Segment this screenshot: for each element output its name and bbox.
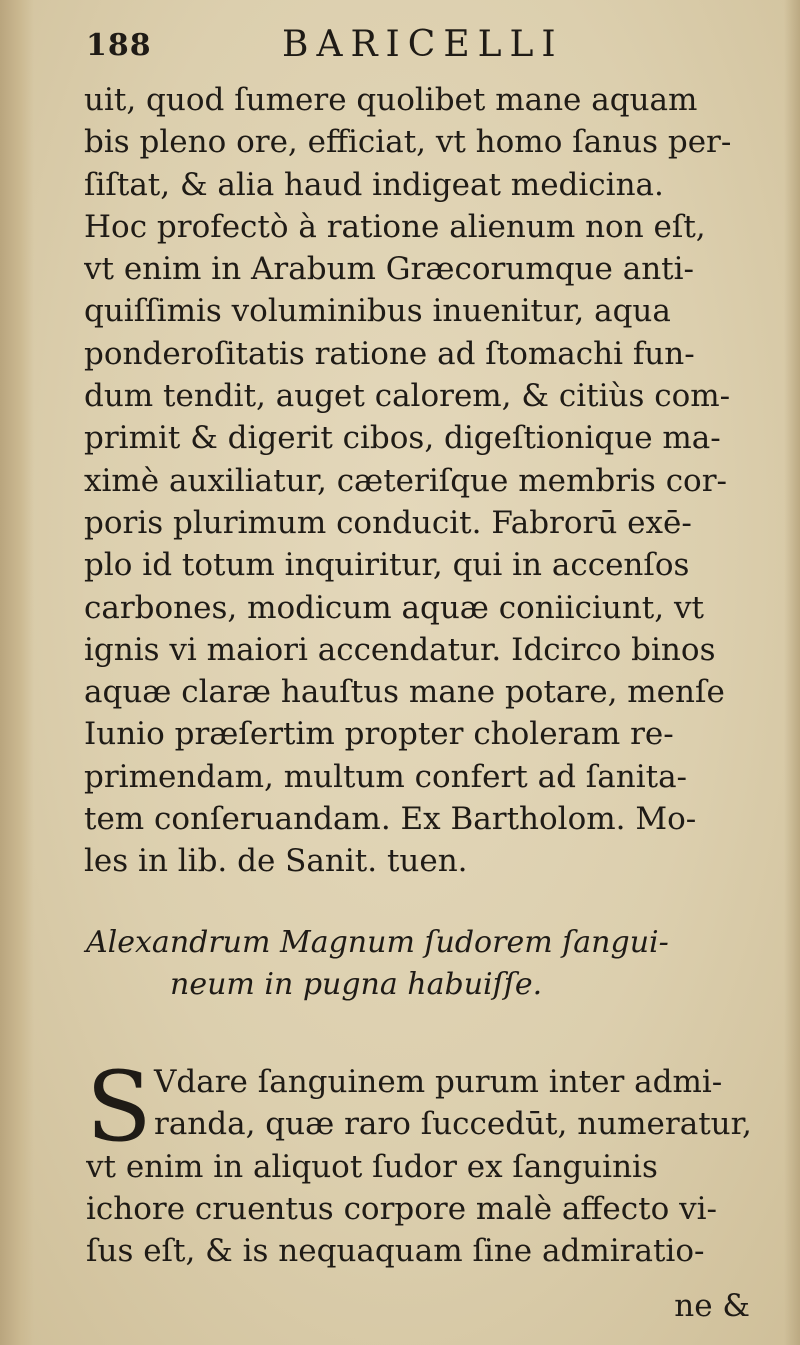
text-line: aquæ claræ hauſtus mane potare, menſe xyxy=(84,674,725,711)
running-head: BARICELLI xyxy=(282,24,564,65)
text-line: poris plurimum conducit. Fabrorū exē- xyxy=(84,504,692,541)
text-line: Iunio præſertim propter choleram re- xyxy=(84,716,674,753)
text-line: vt enim in Arabum Græcorumque anti- xyxy=(84,251,695,288)
text-line: ignis vi maiori accendatur. Idcirco binos xyxy=(84,631,716,668)
text-line: ximè auxiliatur, cæteriſque membris cor- xyxy=(84,462,728,499)
text-line: quiſſimis voluminibus inuenitur, aqua xyxy=(84,293,671,330)
section-heading-line: Alexandrum Magnum ſudorem ſangui- xyxy=(86,925,669,960)
paragraph-2 xyxy=(86,1051,776,1272)
text-line: plo id totum inquiritur, qui in accenſos xyxy=(84,547,690,584)
text-line: primendam, multum confert ad ſanita- xyxy=(84,758,688,795)
text-line: Hoc profectò à ratione alienum non eſt, xyxy=(84,208,706,245)
page-gutter-shadow xyxy=(0,0,34,1345)
page-edge-shadow xyxy=(784,0,800,1345)
text-line: vt enim in aliquot ſudor ex ſanguinis xyxy=(86,1148,658,1185)
text-line: uit, quod ſumere quolibet mane aquam xyxy=(84,82,698,118)
section-heading xyxy=(86,922,776,1006)
page-number: 188 xyxy=(86,28,152,63)
text-line: ichore cruentus corpore malè affecto vi- xyxy=(86,1190,718,1227)
text-line: primit & digerit cibos, digeſtionique ma- xyxy=(84,420,721,457)
text-line: dum tendit, auget calorem, & citiùs com- xyxy=(84,378,731,415)
page-header xyxy=(86,22,760,72)
section-heading-line: neum in pugna habuiſſe. xyxy=(170,967,543,1002)
text-line: bis pleno ore, efficiat, vt homo ſanus per- xyxy=(84,124,732,161)
text-line: les in lib. de Sanit. tuen. xyxy=(84,843,468,880)
catchword: ne & xyxy=(674,1288,750,1324)
text-line: ponderoſitatis ratione ad ſtomachi fun- xyxy=(84,335,695,372)
text-line: carbones, modicum aquæ coniiciunt, vt xyxy=(84,589,704,626)
drop-cap: S xyxy=(86,1051,152,1163)
text-line: randa, quæ raro ſuccedūt, numeratur, xyxy=(154,1106,752,1143)
text-line: ſus eſt, & is nequaquam ſine admiratio- xyxy=(86,1233,705,1270)
text-line: Vdare ſanguinem purum inter admi- xyxy=(154,1064,723,1100)
text-line: ſiſtat, & alia haud indigeat medicina. xyxy=(84,166,664,203)
text-line: tem conſeruandam. Ex Bartholom. Mo- xyxy=(84,801,697,838)
paragraph-1 xyxy=(84,79,774,883)
